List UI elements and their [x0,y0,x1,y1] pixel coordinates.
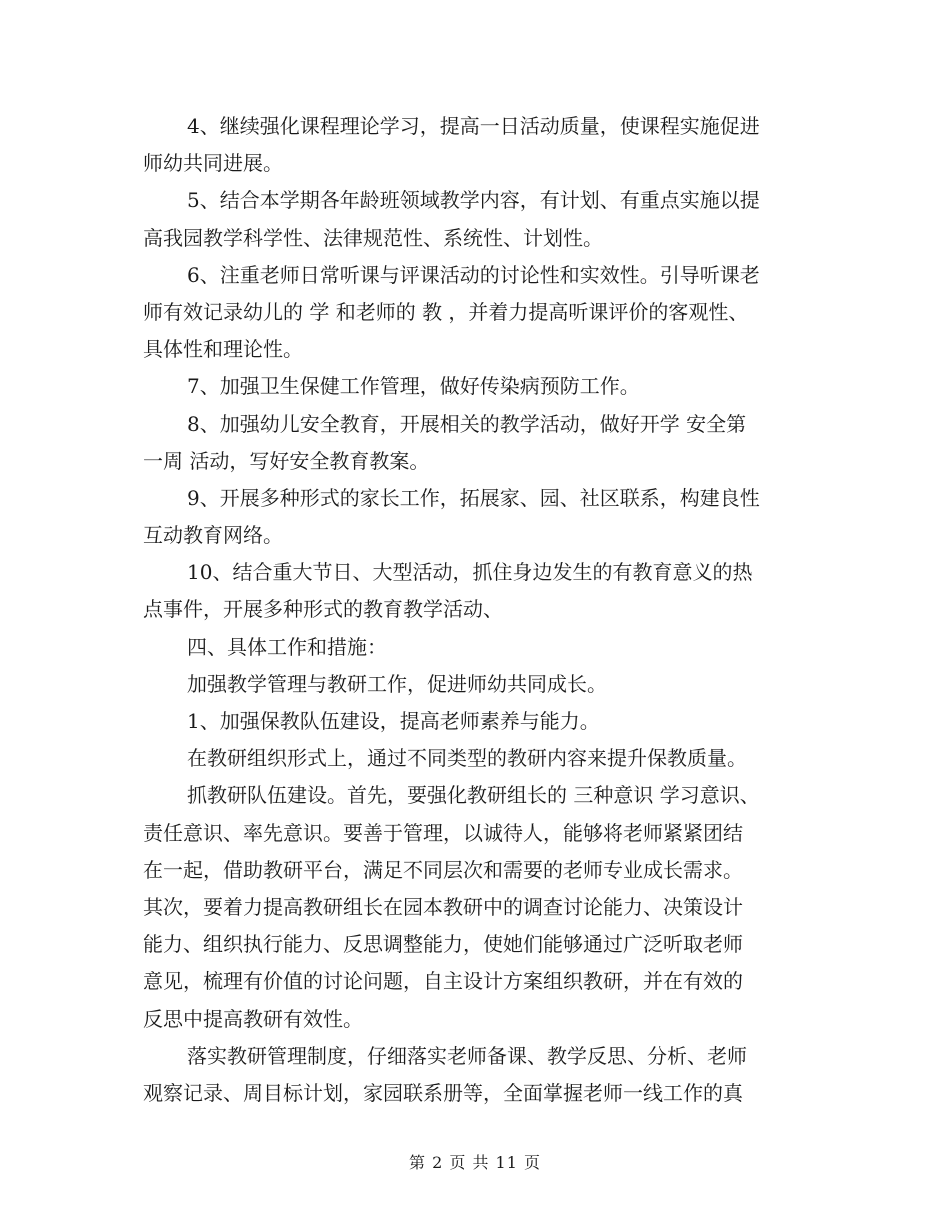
page-footer: 第 2 页 共 11 页 [409,1153,541,1172]
text-line: 互动教育网络。 [143,523,283,548]
text-line: 10、结合重大节日、大型活动，抓住身边发生的有教育意义的热 [187,560,753,585]
text-line: 师幼共同进展。 [143,151,283,176]
text-line: 8、加强幼儿安全教育，开展相关的教学活动，做好开学 安全第 [187,411,747,436]
text-line: 观察记录、周目标计划，家园联系册等，全面掌握老师一线工作的真 [143,1080,743,1105]
text-line: 意见，梳理有价值的讨论问题，自主设计方案组织教研，并在有效的 [143,969,743,994]
text-line: 落实教研管理制度，仔细落实老师备课、教学反思、分析、老师 [187,1043,747,1068]
text-line: 在一起，借助教研平台，满足不同层次和需要的老师专业成长需求。 [143,857,743,882]
text-line: 其次，要着力提高教研组长在园本教研中的调查讨论能力、决策设计 [143,894,743,919]
text-line: 责任意识、率先意识。要善于管理，以诚待人，能够将老师紧紧团结 [143,820,743,845]
text-line: 高我园教学科学性、法律规范性、系统性、计划性。 [143,225,603,250]
text-line: 四、具体工作和措施： [187,634,387,659]
text-line: 一周 活动，写好安全教育教案。 [143,448,430,473]
text-line: 能力、组织执行能力、反思调整能力，使她们能够通过广泛听取老师 [143,932,743,957]
text-line: 1、加强保教队伍建设，提高老师素养与能力。 [187,709,600,733]
text-line: 6、注重老师日常听课与评课活动的讨论性和实效性。引导听课老 [187,262,760,287]
text-line: 点事件，开展多种形式的教育教学活动、 [143,597,503,622]
text-line: 5、结合本学期各年龄班领域教学内容，有计划、有重点实施以提 [187,188,760,213]
text-line: 9、开展多种形式的家长工作，拓展家、园、社区联系，构建良性 [187,485,760,510]
text-line: 具体性和理论性。 [143,337,303,362]
text-line: 反思中提高教研有效性。 [143,1006,363,1031]
text-line: 抓教研队伍建设。首先，要强化教研组长的 三种意识 学习意识、 [187,783,760,808]
document-body [143,108,808,1112]
text-line: 在教研组织形式上，通过不同类型的教研内容来提升保教质量。 [187,746,747,771]
text-line: 4、继续强化课程理论学习，提高一日活动质量，使课程实施促进 [187,114,760,138]
text-line: 7、加强卫生保健工作管理，做好传染病预防工作。 [187,374,640,399]
text-line: 加强教学管理与教研工作，促进师幼共同成长。 [187,671,607,696]
text-line: 师有效记录幼儿的 学 和老师的 教 ，并着力提高听课评价的客观性、 [143,299,749,324]
